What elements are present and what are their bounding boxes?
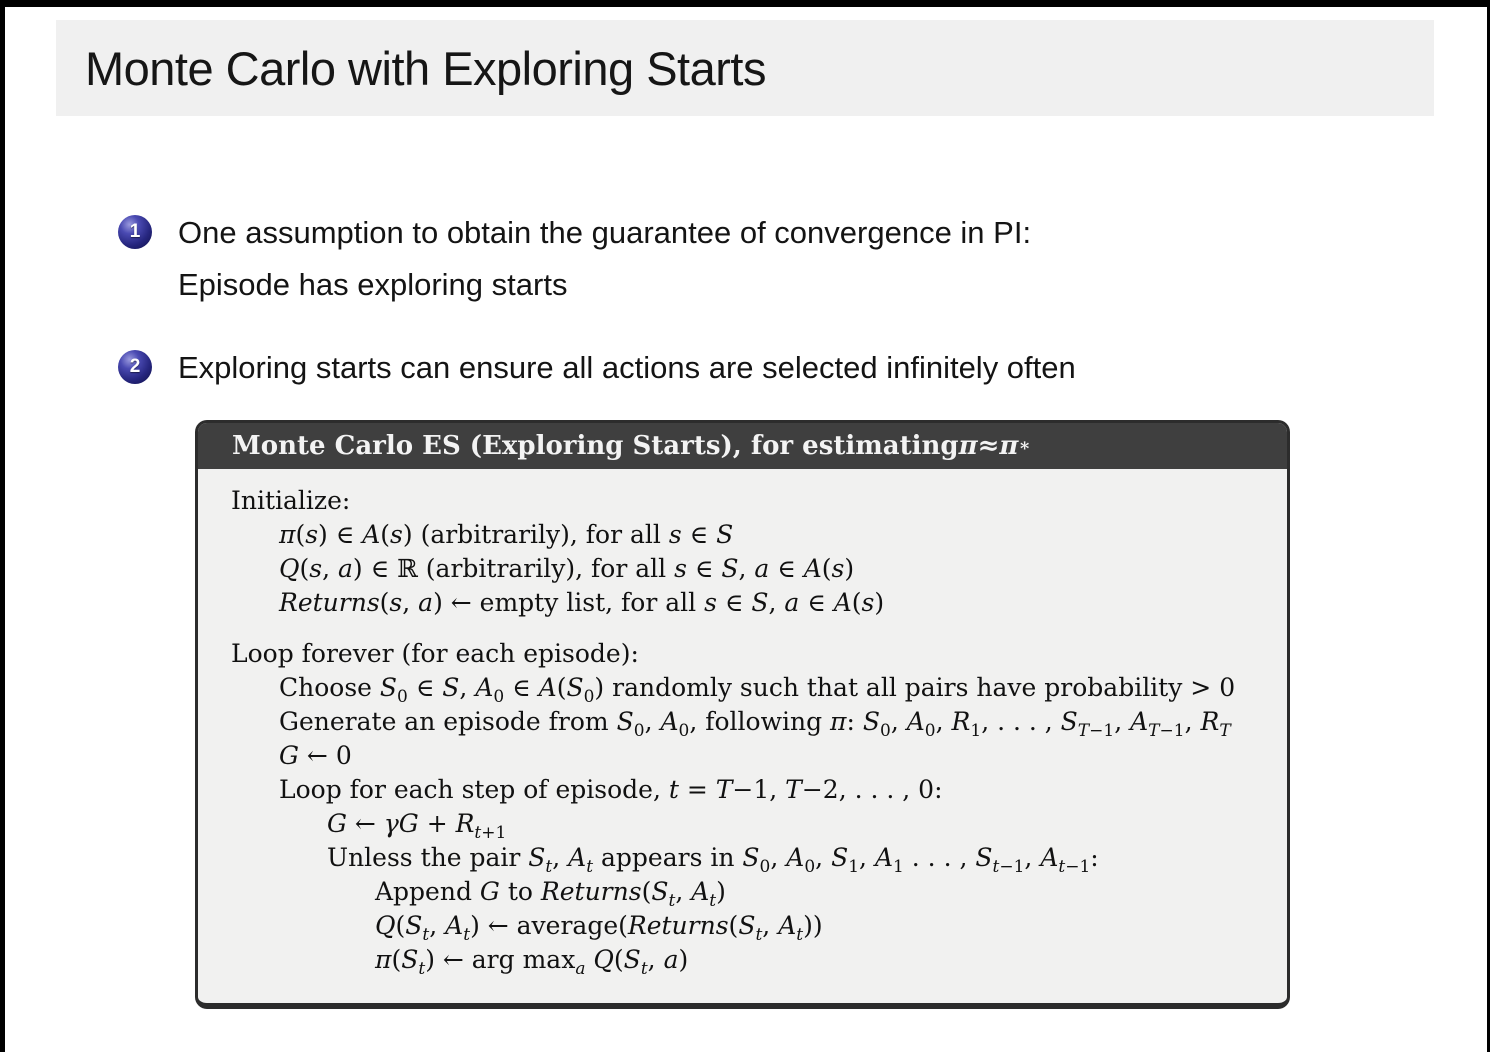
bullet-ball-2-icon	[118, 350, 152, 384]
algorithm-line: Append G to $Returns(S_t$, $A_t$)	[375, 877, 726, 911]
bullet-text-1: One assumption to obtain the guarantee of convergence in PI: Episode has exploring starts	[178, 215, 1032, 302]
page-title: Monte Carlo with Exploring Starts	[85, 41, 766, 95]
algorithm-line: Generate an episode from $S_0$, $A_0$, following π: $S_0$, $A_0$, $R_1$, . . . , $S_{T-1}$, $A_{T-1}$, $R_T$	[279, 707, 1231, 741]
bullet-number-2: 2	[129, 356, 141, 377]
algorithm-line: $Q(S_t$, $A_t$) ← $average(Returns(S_t$, $A_t$))	[375, 911, 823, 945]
algorithm-line: Unless the pair $S_t$, $A_t$ appears in $S_0$, $A_0$, $S_1$, $A_1$ . . . , $S_{t-1}$, $A_{t-1}$:	[327, 843, 1099, 877]
algorithm-box-title: Monte Carlo ES (Exploring Starts), for estimating π ≈ π ∗	[198, 423, 1287, 469]
algorithm-line: Q(s, a) ∈ ℝ (arbitrarily), for all s ∈ S, a ∈ A(s)	[279, 554, 855, 583]
algorithm-line: π(s) ∈ A(s) (arbitrarily), for all s ∈ S	[279, 520, 734, 549]
algorithm-line: Loop forever (for each episode):	[231, 639, 639, 668]
bullet-item-1	[118, 207, 1418, 311]
bullet-text-2: Exploring starts can ensure all actions are selected infinitely often	[178, 350, 1076, 385]
title-banner	[56, 20, 1434, 116]
algorithm-line: Loop for each step of episode, t = T−1, T−2, . . . , 0:	[279, 775, 943, 804]
bullet-ball-1-icon	[118, 215, 152, 249]
algorithm-line: G ← 0	[279, 741, 352, 770]
algorithm-box	[195, 420, 1290, 1009]
algorithm-line: $\pi(S_t)$ ← arg $\max_a Q(S_t$, a)	[375, 945, 689, 977]
algorithm-line: Choose $S_0$ ∈ S, $A_0$ ∈ $A(S_0)$ randomly such that all pairs have probability > 0	[279, 673, 1236, 707]
algorithm-line: Initialize:	[231, 486, 351, 515]
bullet-number-1: 1	[129, 221, 141, 242]
algorithm-line: Returns(s, a) ← empty list, for all s ∈ S, a ∈ A(s)	[279, 588, 885, 617]
algorithm-line: G ← $\gamma G + R_{t+1}$	[327, 809, 507, 843]
slide	[5, 7, 1487, 1052]
bullet-list	[118, 207, 1418, 425]
algorithm-body	[198, 469, 1287, 977]
bullet-item-2	[118, 342, 1418, 394]
